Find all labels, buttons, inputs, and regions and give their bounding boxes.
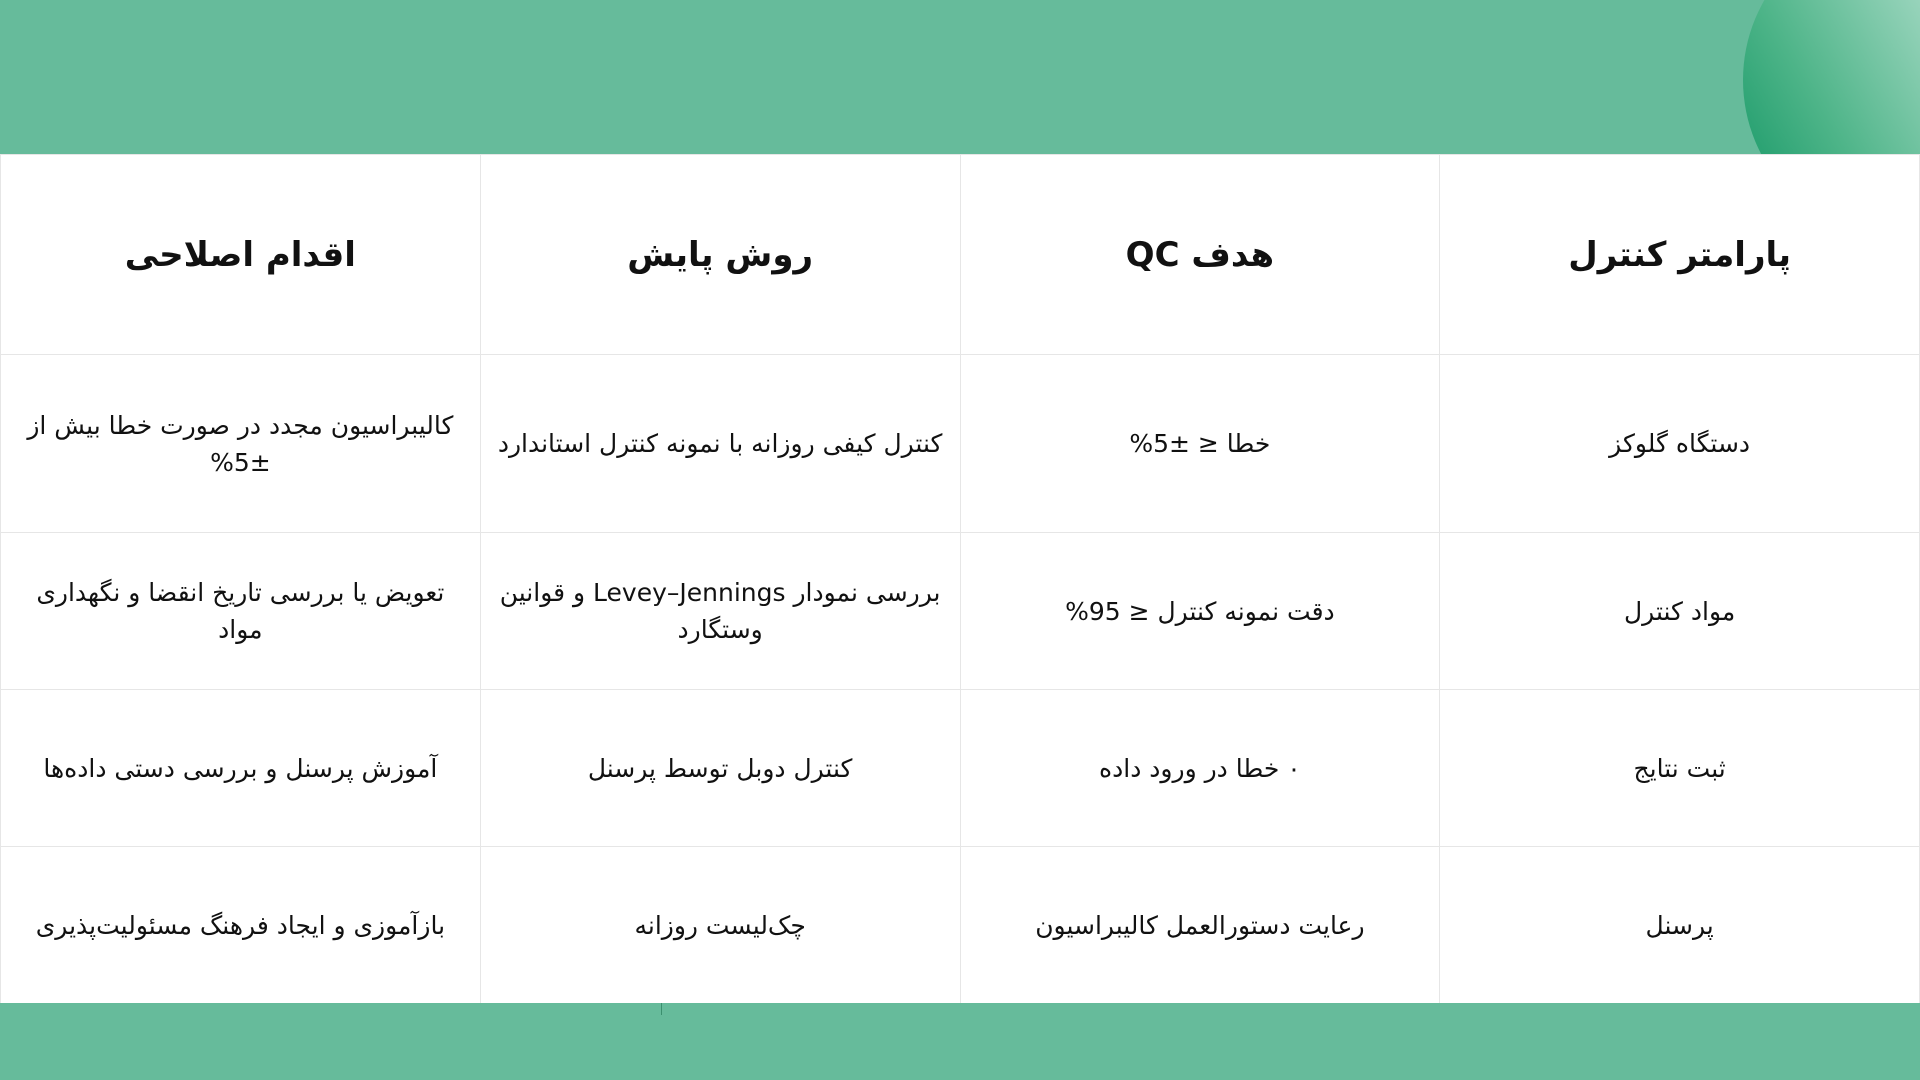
cell-goal: خطا ≤ ±5% xyxy=(960,355,1440,533)
header-corrective-action: اقدام اصلاحی xyxy=(1,155,481,355)
decorative-gradient-circle xyxy=(1743,0,1920,154)
cell-goal: رعایت دستورالعمل کالیبراسیون xyxy=(960,847,1440,1004)
cell-goal: ۰ خطا در ورود داده xyxy=(960,690,1440,847)
decorative-tick xyxy=(661,1003,662,1015)
table-row xyxy=(1,355,1920,533)
cell-action: بازآموزی و ایجاد فرهنگ مسئولیت‌پذیری xyxy=(1,847,481,1004)
table-row xyxy=(1,690,1920,847)
header-control-parameter: پارامتر کنترل xyxy=(1440,155,1920,355)
cell-method: چک‌لیست روزانه xyxy=(480,847,960,1004)
cell-action: کالیبراسیون مجدد در صورت خطا بیش از ±5% xyxy=(1,355,481,533)
cell-parameter: پرسنل xyxy=(1440,847,1920,1004)
cell-goal: دقت نمونه کنترل ≤ 95% xyxy=(960,533,1440,690)
cell-method: کنترل کیفی روزانه با نمونه کنترل استاندارد xyxy=(480,355,960,533)
cell-parameter: دستگاه گلوکز xyxy=(1440,355,1920,533)
header-monitoring-method: روش پایش xyxy=(480,155,960,355)
qc-table xyxy=(0,154,1920,1004)
cell-action: تعویض یا بررسی تاریخ انقضا و نگهداری مواد xyxy=(1,533,481,690)
table-row xyxy=(1,533,1920,690)
cell-method: بررسی نمودار Levey–Jennings و قوانین وستگارد xyxy=(480,533,960,690)
cell-parameter: ثبت نتایج xyxy=(1440,690,1920,847)
table-header-row xyxy=(1,155,1920,355)
cell-parameter: مواد کنترل xyxy=(1440,533,1920,690)
cell-method: کنترل دوبل توسط پرسنل xyxy=(480,690,960,847)
table-row xyxy=(1,847,1920,1004)
cell-action: آموزش پرسنل و بررسی دستی داده‌ها xyxy=(1,690,481,847)
top-band xyxy=(0,0,1920,154)
header-qc-goal: هدف QC xyxy=(960,155,1440,355)
bottom-band xyxy=(0,1003,1920,1080)
